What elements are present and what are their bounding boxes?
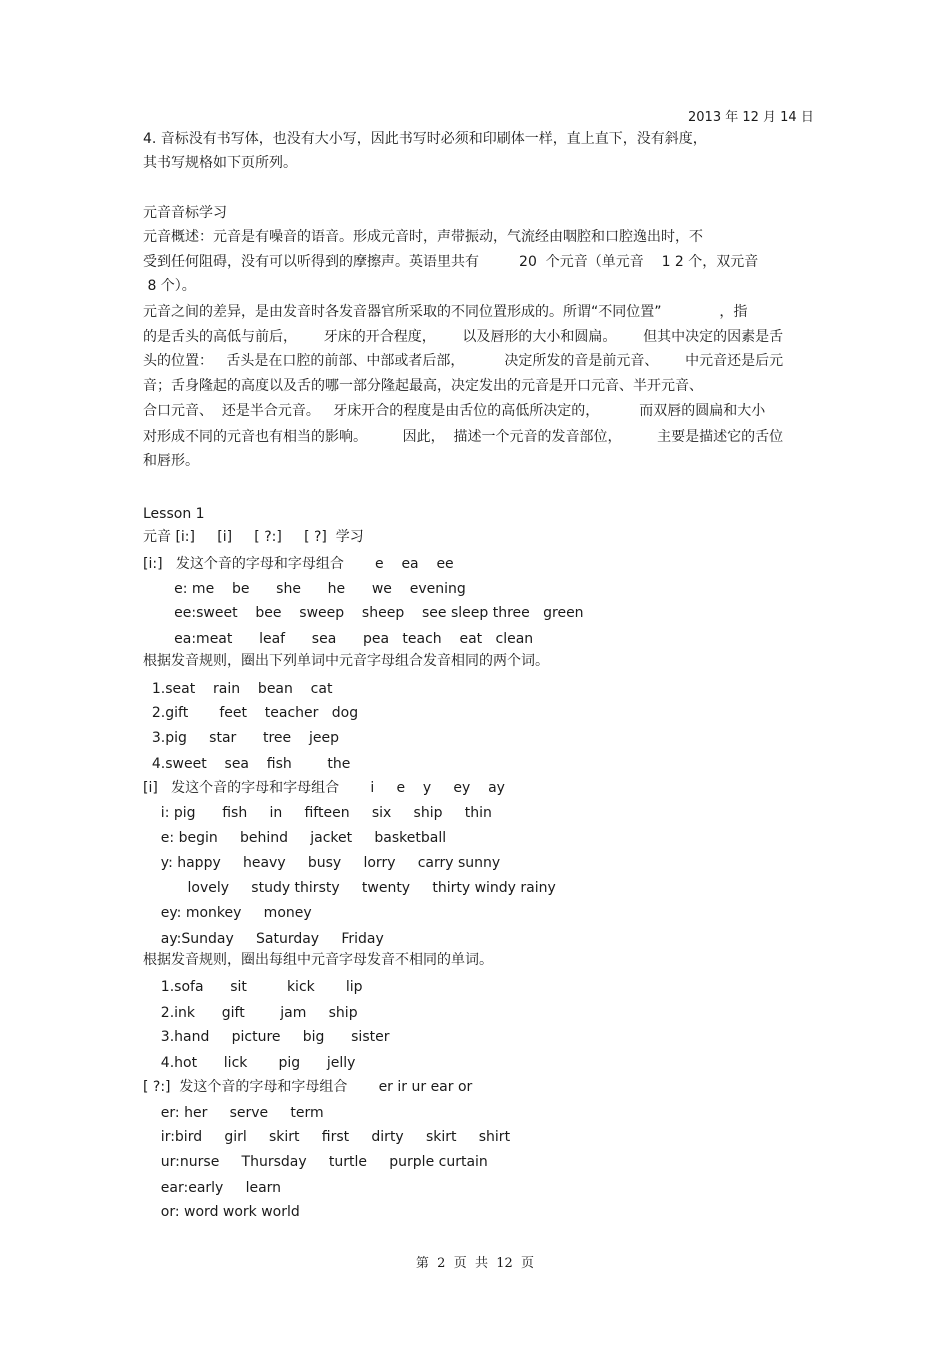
exercise-item: 1.seat rain bean cat (143, 681, 333, 697)
exercise-item: 1.sofa sit kick lip (143, 979, 363, 995)
overview-line: 受到任何阻碍，没有可以听得到的摩擦声。英语里共有 20 个元音（单元音 1 2 个，双元音 (143, 254, 759, 270)
lesson-line: 元音 [i:] [i] [ ?:] [ ?] 学习 (143, 529, 364, 545)
exercise-item: 2.ink gift jam ship (143, 1005, 358, 1021)
exercise-item: 3.hand picture big sister (143, 1029, 390, 1045)
overview-line: 元音之间的差异，是由发音时各发音器官所采取的不同位置形成的。所谓“不同位置” ，指 (143, 304, 748, 320)
overview-line: 音；舌身隆起的高度以及舌的哪一部分隆起最高，决定发出的元音是开口元音、半开元音、 (143, 378, 703, 394)
page-number: 第 2 页 共 12 页 (415, 1256, 535, 1271)
intro-line: 4. 音标没有书写体，也没有大小写，因此书写时必须和印刷体一样，直上直下，没有斜度， (143, 131, 707, 147)
lesson-line: [i:] 发这个音的字母和字母组合 e ea ee (143, 556, 454, 572)
overview-line: 对形成不同的元音也有相当的影响。 因此， 描述一个元音的发音部位， 主要是描述它的舌位 (143, 429, 784, 445)
intro-line: 其书写规格如下页所列。 (143, 155, 297, 171)
overview-line: 8 个）。 (143, 278, 196, 294)
lesson-line: ee:sweet bee sweep sheep see sleep three green (143, 605, 584, 621)
overview-line: 元音概述：元音是有噪音的语音。形成元音时，声带振动，气流经由咽腔和口腔逸出时，不 (143, 229, 703, 245)
lesson-line: ea:meat leaf sea pea teach eat clean (143, 631, 534, 647)
lesson-line: ey: monkey money (143, 905, 312, 921)
lesson-line: e: begin behind jacket basketball (143, 830, 447, 846)
document-date: 2013 年 12 月 14 日 (688, 110, 814, 125)
lesson-line: lovely study thirsty twenty thirty windy rainy (143, 880, 556, 896)
overview-line: 和唇形。 (143, 453, 199, 469)
section-title: 元音音标学习 (143, 205, 227, 221)
lesson-line: ay:Sunday Saturday Friday (143, 931, 384, 947)
exercise-item: 4.hot lick pig jelly (143, 1055, 356, 1071)
exercise-instruction: 根据发音规则，圈出每组中元音字母发音不相同的单词。 (143, 952, 493, 968)
lesson-line: ur:nurse Thursday turtle purple curtain (143, 1154, 488, 1170)
lesson-line: e: me be she he we evening (143, 581, 466, 597)
lesson-line: y: happy heavy busy lorry carry sunny (143, 855, 501, 871)
exercise-item: 2.gift feet teacher dog (143, 705, 359, 721)
exercise-instruction: 根据发音规则，圈出下列单词中元音字母组合发音相同的两个词。 (143, 653, 549, 669)
lesson-line: er: her serve term (143, 1105, 324, 1121)
lesson-line: ear:early learn (143, 1180, 282, 1196)
exercise-item: 3.pig star tree jeep (143, 730, 339, 746)
lesson-line: [i] 发这个音的字母和字母组合 i e y ey ay (143, 780, 505, 796)
lesson-line: i: pig fish in fifteen six ship thin (143, 805, 492, 821)
lesson-line: [ ?:] 发这个音的字母和字母组合 er ir ur ear or (143, 1079, 473, 1095)
overview-line: 头的位置： 舌头是在口腔的前部、中部或者后部， 决定所发的音是前元音、 中元音还是后元 (143, 353, 784, 369)
lesson-title: Lesson 1 (143, 506, 205, 522)
lesson-line: ir:bird girl skirt first dirty skirt shirt (143, 1129, 511, 1145)
lesson-line: or: word work world (143, 1204, 300, 1220)
overview-line: 合口元音、 还是半合元音。 牙床开合的程度是由舌位的高低所决定的， 而双唇的圆扁和大小 (143, 403, 766, 419)
overview-line: 的是舌头的高低与前后， 牙床的开合程度， 以及唇形的大小和圆扁。 但其中决定的因素是舌 (143, 329, 784, 345)
exercise-item: 4.sweet sea fish the (143, 756, 351, 772)
